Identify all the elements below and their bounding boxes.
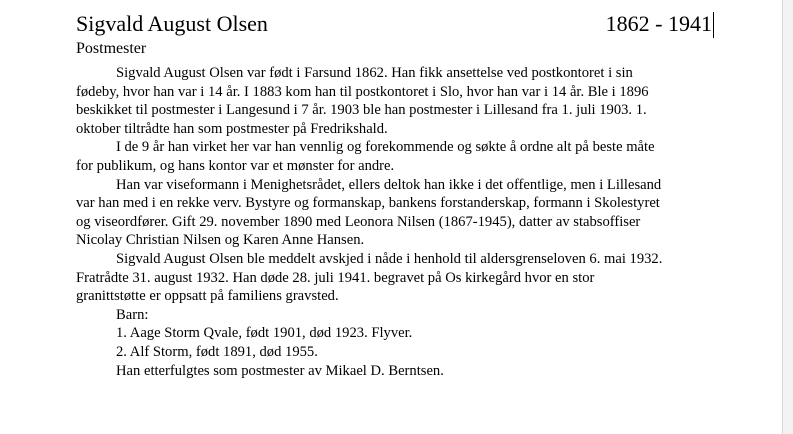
text-line: I de 9 år han virket her var han vennlig og forekommende og søkte å ordne alt på beste måte	[116, 139, 655, 156]
text-line: Nicolay Christian Nilsen og Karen Anne Hansen.	[76, 232, 365, 249]
heading-row	[76, 9, 714, 39]
text-line: oktober tiltrådte han som postmester på Fredrikshald.	[76, 120, 388, 137]
window-edge	[782, 0, 793, 434]
text-line: og viseordfører. Gift 29. november 1890 med Leonora Nilsen (1867-1945), datter av stabsoffiser	[76, 213, 641, 230]
occupation-title: Postmester	[76, 40, 147, 57]
text-line: Han etterfulgtes som postmester av Mikael D. Berntsen.	[116, 362, 444, 379]
text-line: Sigvald August Olsen var født i Farsund 1862. Han fikk ansettelse ved postkontoret i sin	[116, 65, 633, 81]
text-line: fødeby, hvor han var i 14 år. I 1883 kom han til postkontoret i Slo, hvor han var i 14 år. Ble i 1896	[76, 83, 649, 100]
text-line: Sigvald August Olsen ble meddelt avskjed i nåde i henhold til aldersgrenseloven 6. mai 1932.	[116, 250, 663, 267]
text-line: Barn:	[116, 306, 149, 323]
life-years: 1862 - 1941	[605, 11, 712, 36]
biography-text[interactable]	[76, 64, 736, 380]
text-line: Han var viseformann i Menighetsrådet, ellers deltok han ikke i det offentlige, men i Lillesand	[116, 176, 662, 193]
text-line: beskikket til postmester i Langesund i 7 år. 1903 ble han postmester i Lillesand fra 1. juli 1903. 1.	[76, 102, 647, 119]
text-line: for publikum, og hans kontor var et mønster for andre.	[76, 157, 395, 174]
text-line: Fratrådte 31. august 1932. Han døde 28. juli 1941. begravet på Os kirkegård hvor en stor	[76, 269, 595, 286]
text-line: 1. Aage Storm Qvale, født 1901, død 1923. Flyver.	[116, 325, 413, 342]
text-line: var han med i en rekke verv. Bystyre og formanskap, bankens forstanderskap, formann i Skolestyret	[76, 195, 660, 212]
text-cursor	[713, 12, 714, 38]
text-line: granittstøtte er oppsatt på familiens gravsted.	[76, 288, 339, 305]
text-line: 2. Alf Storm, født 1891, død 1955.	[116, 343, 318, 360]
person-name: Sigvald August Olsen	[76, 11, 268, 36]
